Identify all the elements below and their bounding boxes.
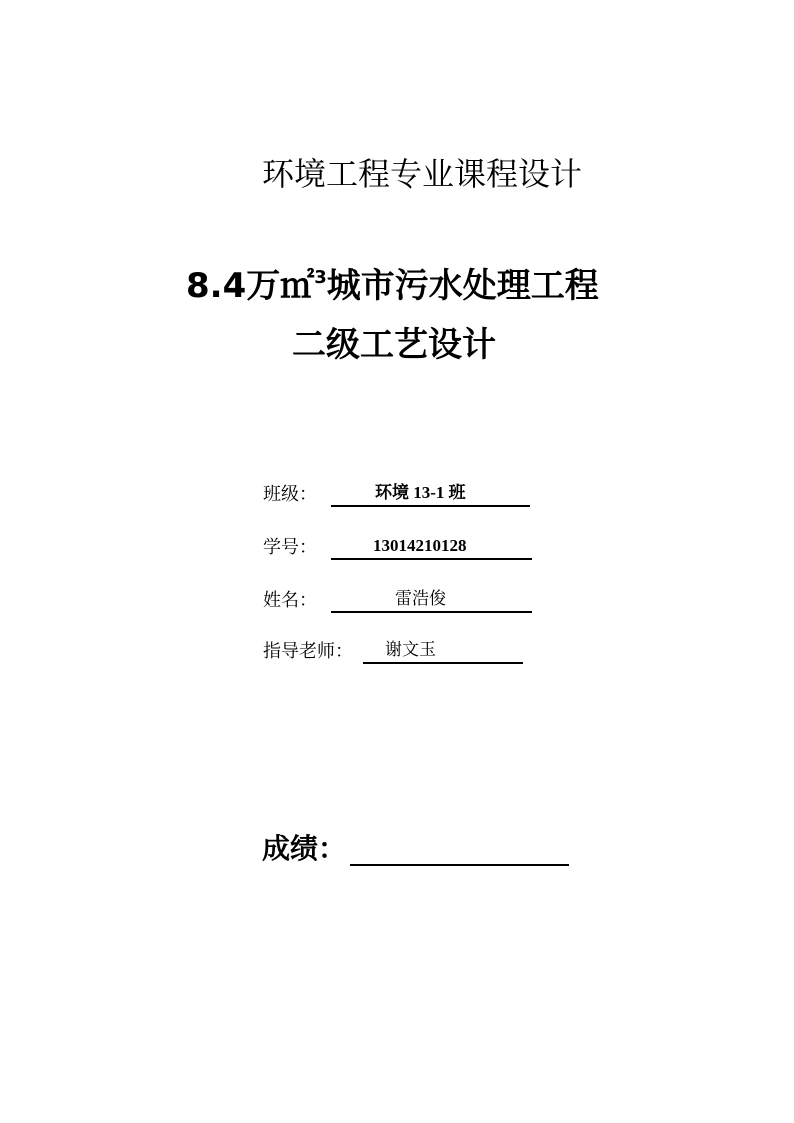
- name-row: [263, 587, 532, 613]
- advisor-field: [363, 638, 523, 664]
- advisor-row: [263, 638, 523, 664]
- name-value: 雷浩俊: [395, 589, 446, 608]
- advisor-value: 谢文玉: [385, 640, 436, 659]
- class-value: 环境 13-1 班: [375, 483, 466, 502]
- name-label: 姓名：: [263, 590, 317, 611]
- project-subtitle: 二级工艺设计: [292, 325, 496, 365]
- class-label: 班级：: [263, 484, 317, 505]
- grade-field: [350, 834, 569, 866]
- project-title: [186, 265, 599, 307]
- student-id-field: [331, 534, 532, 560]
- course-title: 环境工程专业课程设计: [262, 155, 583, 193]
- student-id-row: [263, 534, 532, 560]
- name-field: [331, 587, 532, 613]
- class-row: [263, 481, 530, 507]
- project-title-prefix: 8.4万㎡: [186, 266, 315, 306]
- advisor-label: 指导老师：: [263, 641, 353, 662]
- grade-label: 成绩：: [262, 832, 347, 865]
- student-id-label: 学号：: [263, 537, 317, 558]
- class-field: [331, 481, 530, 507]
- project-title-suffix: 城市污水处理工程: [326, 266, 599, 306]
- project-title-superscript: 3: [314, 267, 327, 288]
- student-id-value: 13014210128: [373, 536, 467, 555]
- grade-row: [262, 830, 569, 866]
